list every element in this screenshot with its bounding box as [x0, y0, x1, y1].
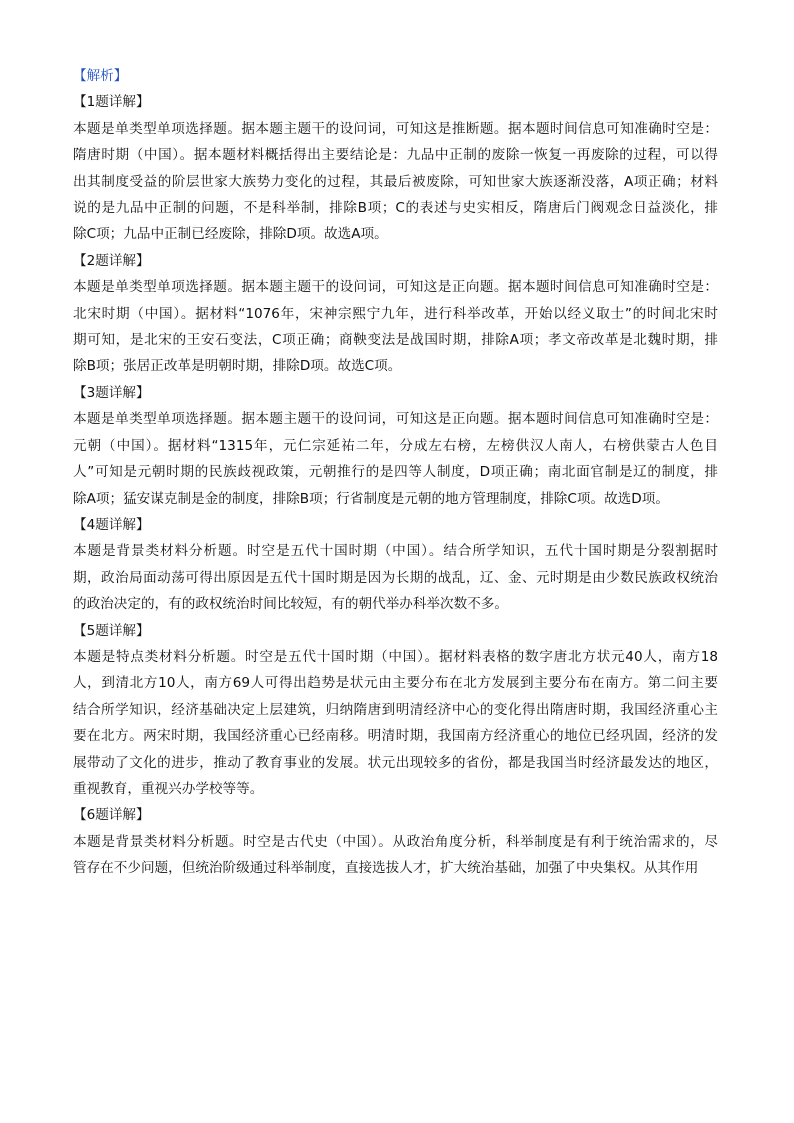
paragraph-line: 除C项；九品中正制已经废除，排除D项。故选A项。 [73, 226, 388, 243]
paragraph-line: 本题是背景类材料分析题。时空是古代史（中国）。从政治角度分析，科举制度是有利于统治需求的，尽 [73, 833, 718, 850]
paragraph-line: 出其制度受益的阶层世家大族势力变化的过程，其最后被废除，可知世家大族逐渐没落，A项正确；材料 [73, 173, 718, 190]
paragraph-line: 除A项；猛安谋克制是金的制度，排除B项；行省制度是元朝的地方管理制度，排除C项。故选D项。 [73, 490, 669, 507]
paragraph-line: 结合所学知识，经济基础决定上层建筑，归纳隋唐到明清经济中心的变化得出隋唐时期，我国经济重心主 [73, 701, 718, 718]
section-paragraph [73, 406, 718, 512]
section-heading: 【6题详解】 [73, 807, 150, 824]
section-paragraph [73, 829, 718, 882]
analysis-title: 【解析】 [73, 68, 128, 84]
paragraph-line: 重视教育，重视兴办学校等等。 [73, 780, 264, 797]
section-paragraph [73, 538, 718, 617]
paragraph-line: 人”可知是元朝时期的民族歧视政策，元朝推行的是四等人制度，D项正确；南北面官制是辽的制度，排 [73, 464, 718, 481]
paragraph-line: 元朝（中国）。据材料“1315年，元仁宗延祐二年，分成左右榜，左榜供汉人南人，右榜供蒙古人色目 [73, 437, 718, 454]
paragraph-line: 本题是单类型单项选择题。据本题主题干的设问词，可知这是正向题。据本题时间信息可知准确时空是： [73, 279, 718, 296]
sections-container [73, 89, 718, 881]
paragraph-line: 的政治决定的，有的政权统治时间比较短，有的朝代举办科举次数不多。 [73, 596, 508, 613]
paragraph-line: 期可知，是北宋的王安石变法，C项正确；商鞅变法是战国时期，排除A项；孝文帝改革是北魏时期，排 [73, 332, 718, 349]
paragraph-line: 本题是特点类材料分析题。时空是五代十国时期（中国）。据材料表格的数字唐北方状元40人，南方18 [73, 648, 718, 665]
section-heading: 【4题详解】 [73, 516, 150, 533]
paragraph-line: 除B项；张居正改革是明朝时期，排除D项。故选C项。 [73, 358, 402, 375]
paragraph-line: 北宋时期（中国）。据材料“1076年，宋神宗熙宁九年，进行科举改革，开始以经义取士”的时间北宋时 [73, 305, 718, 322]
section-paragraph [73, 116, 718, 248]
paragraph-line: 本题是单类型单项选择题。据本题主题干的设问词，可知这是推断题。据本题时间信息可知准确时空是： [73, 120, 718, 137]
paragraph-line: 管存在不少问题，但统治阶级通过科举制度，直接选拔人才，扩大统治基础，加强了中央集权。从其作用 [73, 860, 699, 877]
paragraph-line: 人，到清北方10人，南方69人可得出趋势是状元由主要分布在北方发展到主要分布在南方。第二问主要 [73, 675, 718, 692]
section-paragraph [73, 274, 718, 380]
section-heading: 【5题详解】 [73, 622, 150, 639]
section-paragraph [73, 644, 718, 802]
paragraph-line: 隋唐时期（中国）。据本题材料概括得出主要结论是：九品中正制的废除一恢复一再废除的过程，可以得 [73, 147, 718, 164]
paragraph-line: 要在北方。两宋时期，我国经济重心已经南移。明清时期，我国南方经济重心的地位已经巩固，经济的发 [73, 728, 718, 745]
section-heading: 【2题详解】 [73, 252, 150, 269]
section-heading: 【3题详解】 [73, 384, 150, 401]
paragraph-line: 本题是背景类材料分析题。时空是五代十国时期（中国）。结合所学知识，五代十国时期是分裂割据时 [73, 543, 718, 560]
paragraph-line: 本题是单类型单项选择题。据本题主题干的设问词，可知这是正向题。据本题时间信息可知准确时空是： [73, 411, 718, 428]
paragraph-line: 说的是九品中正制的问题，不是科举制，排除B项；C的表述与史实相反，隋唐后门阀观念日益淡化，排 [73, 200, 718, 217]
paragraph-line: 展带动了文化的进步，推动了教育事业的发展。状元出现较多的省份，都是我国当时经济最发达的地区， [73, 754, 718, 771]
section-heading: 【1题详解】 [73, 94, 150, 111]
document-page [73, 63, 718, 882]
paragraph-line: 期，政治局面动荡可得出原因是五代十国时期是因为长期的战乱，辽、金、元时期是由少数民族政权统治 [73, 569, 718, 586]
